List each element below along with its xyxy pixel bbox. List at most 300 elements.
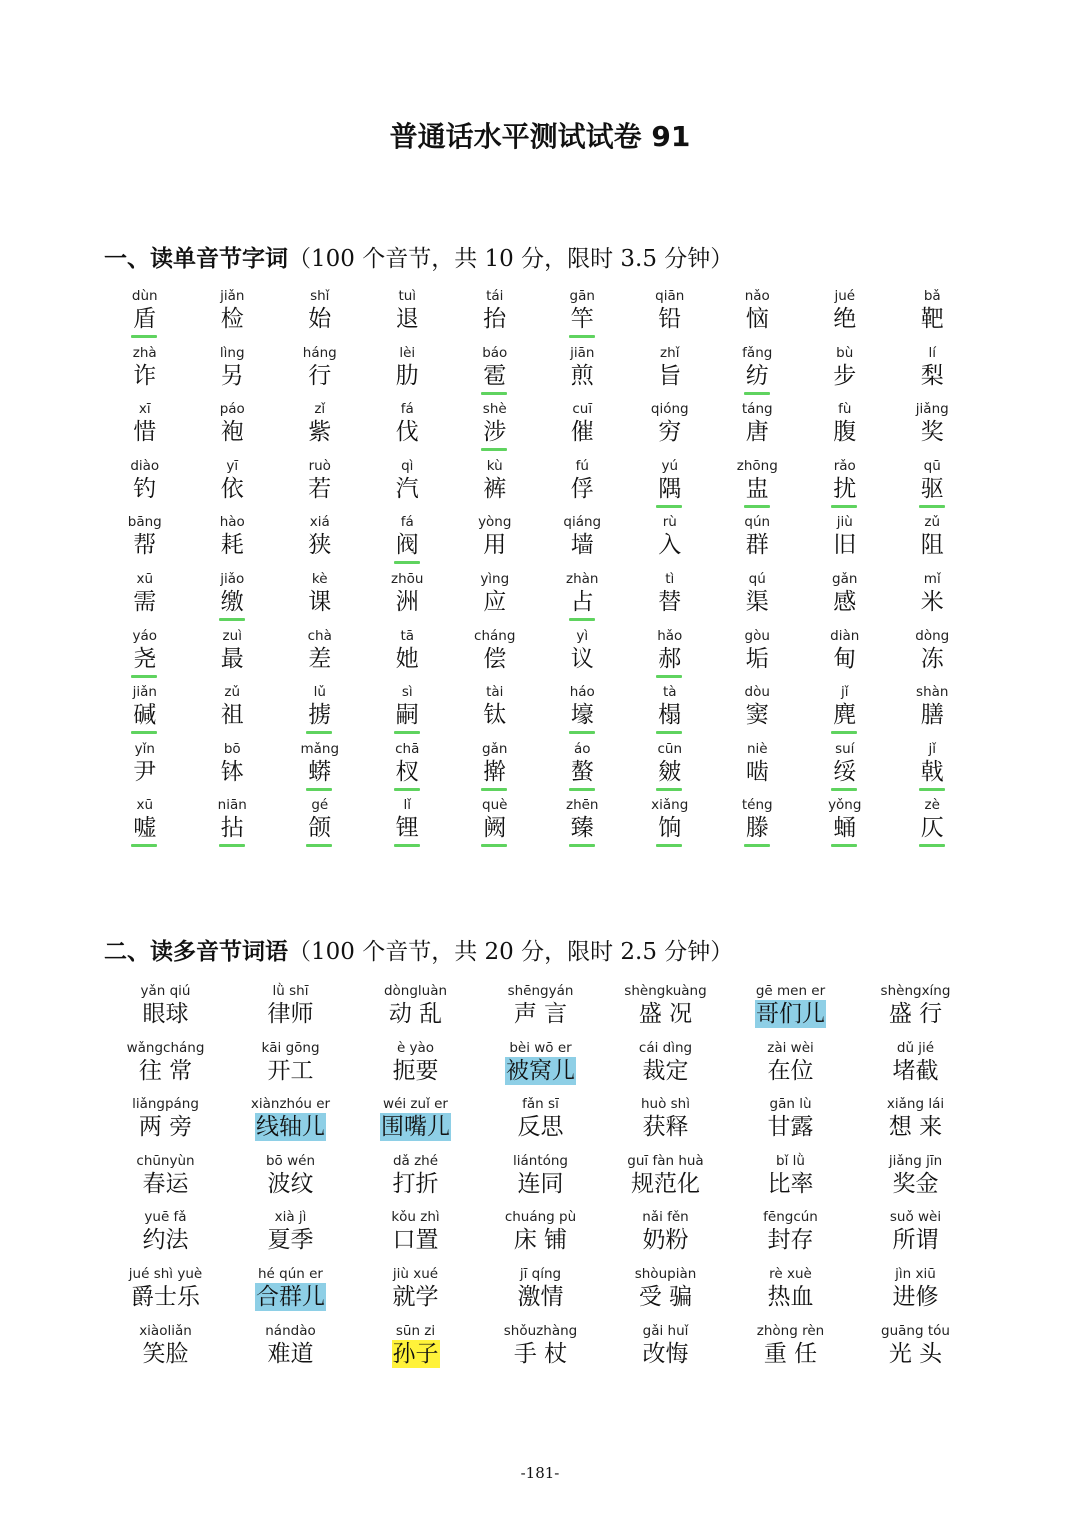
pinyin: zǔ: [224, 684, 241, 701]
word: 打折: [392, 1170, 439, 1197]
word-cell: [101, 514, 189, 571]
pinyin: tuì: [398, 288, 417, 304]
word-cell: [853, 1039, 978, 1096]
character: 蟒: [308, 758, 332, 785]
pinyin: jiù xué: [392, 1265, 439, 1282]
word-cell: [714, 571, 802, 628]
pinyin: wǎngcháng: [126, 1039, 205, 1056]
pinyin: zǔ: [924, 514, 941, 531]
character: 阻: [920, 532, 944, 559]
character: 退: [395, 306, 419, 332]
green-underline: [394, 844, 420, 847]
pinyin: gē men er: [755, 983, 826, 999]
pinyin: yǐn: [134, 740, 155, 757]
character: 螯: [570, 758, 594, 785]
green-underline: [394, 788, 420, 791]
pinyin: lǐ: [403, 797, 411, 814]
pinyin: lèi: [399, 344, 416, 361]
character: 驱: [920, 475, 944, 502]
pinyin: xiànzhóu er: [250, 1096, 331, 1113]
pinyin: qiáng: [563, 514, 602, 531]
character: 涉: [483, 419, 507, 446]
pinyin: shè: [482, 401, 507, 418]
pinyin: jìn xiū: [895, 1265, 936, 1282]
word-cell: [101, 684, 189, 741]
word-cell: [101, 797, 189, 854]
pinyin: sūn zi: [395, 1322, 436, 1339]
word-cell: [364, 401, 452, 458]
word-cell: [189, 628, 277, 685]
character: 擀: [483, 758, 507, 785]
pinyin: qún: [744, 514, 771, 531]
pinyin: yǎn qiú: [140, 983, 191, 999]
character: 雹: [483, 362, 507, 389]
character: 汽: [395, 475, 419, 502]
green-underline: [394, 731, 420, 734]
word: 反思: [517, 1114, 564, 1141]
word-cell: [889, 571, 977, 628]
green-underline: [831, 505, 857, 508]
pinyin: lǔ: [313, 684, 326, 701]
word-cell: [728, 1265, 853, 1322]
pinyin: tái: [486, 288, 504, 304]
pinyin: jiǎo: [220, 570, 245, 587]
character: 旨: [658, 362, 682, 389]
word-cell: [801, 571, 889, 628]
word-cell: [626, 628, 714, 685]
pinyin: què: [482, 797, 508, 814]
character: 嗣: [395, 702, 419, 729]
section1-note: （100 个音节，共 10 分，限时 3.5 分钟）: [288, 246, 734, 272]
pinyin: dǎ zhé: [392, 1152, 439, 1169]
pinyin: bō wén: [265, 1152, 316, 1169]
word: 波纹: [267, 1170, 314, 1197]
character: 依: [220, 475, 244, 502]
pinyin: bǐ lǜ: [776, 1152, 805, 1169]
pinyin: fēngcún: [763, 1209, 818, 1226]
pinyin: yī: [226, 457, 239, 474]
pinyin: guī fàn huà: [627, 1152, 704, 1169]
word-cell: [603, 1322, 728, 1379]
word-cell: [603, 1208, 728, 1265]
word-cell: [451, 628, 539, 685]
word: 两 旁: [138, 1114, 193, 1141]
word-cell: [451, 458, 539, 515]
pinyin: mǎng: [300, 740, 340, 757]
pinyin: bù: [836, 344, 854, 361]
pinyin: gòu: [744, 627, 770, 644]
green-underline: [569, 731, 595, 734]
word-cell: [539, 571, 627, 628]
pinyin: téng: [741, 797, 773, 814]
green-underline: [919, 788, 945, 791]
character: 臻: [570, 815, 594, 842]
pinyin: zhōng: [736, 457, 778, 474]
word-cell: [451, 571, 539, 628]
green-underline: [744, 505, 770, 508]
character: 麂: [833, 702, 857, 729]
word-cell: [101, 458, 189, 515]
highlighted-word: 哥们儿: [756, 1001, 825, 1027]
word-cell: [101, 345, 189, 402]
word-cell: [189, 458, 277, 515]
pinyin: lí: [928, 344, 936, 361]
word-cell: [728, 1095, 853, 1152]
pinyin: zhàn: [566, 570, 599, 587]
character: 靶: [920, 306, 944, 332]
word: 声 言: [513, 1001, 568, 1027]
word-cell: [714, 628, 802, 685]
word-cell: [228, 1039, 353, 1096]
word-cell: [478, 1208, 603, 1265]
word-cell: [228, 982, 353, 1039]
character: 用: [483, 532, 507, 559]
character: 墙: [570, 532, 594, 559]
character: 另: [220, 362, 244, 389]
pinyin: gǎn: [832, 570, 858, 587]
word-cell: [801, 514, 889, 571]
word-cell: [228, 1095, 353, 1152]
character: 阙: [483, 815, 507, 842]
character: 紫: [308, 419, 332, 446]
character: 颌: [308, 815, 332, 842]
pinyin: liántóng: [512, 1152, 568, 1169]
character: 尧: [133, 645, 157, 672]
character: 穷: [658, 419, 682, 446]
character: 替: [658, 588, 682, 615]
green-underline: [744, 392, 770, 395]
pinyin: páo: [219, 401, 245, 418]
character: 钛: [483, 702, 507, 729]
pinyin: niān: [217, 797, 247, 814]
word-cell: [353, 1322, 478, 1379]
word: 奖金: [892, 1170, 939, 1197]
section2-note: （100 个音节，共 20 分，限时 2.5 分钟）: [288, 939, 734, 965]
pinyin: háo: [569, 684, 595, 701]
green-underline: [481, 448, 507, 451]
pinyin: háng: [302, 344, 337, 361]
pinyin: shǐ: [310, 288, 330, 304]
pinyin: rè xuè: [769, 1265, 812, 1282]
word-cell: [364, 628, 452, 685]
pinyin: táng: [741, 401, 773, 418]
pinyin: zè: [924, 797, 940, 814]
word: 想 来: [888, 1114, 943, 1141]
character: 应: [483, 588, 507, 615]
pinyin: rǎo: [833, 457, 856, 474]
word: 笑脸: [142, 1340, 189, 1367]
word-cell: [889, 401, 977, 458]
word-cell: [364, 514, 452, 571]
word: 春运: [142, 1170, 189, 1197]
pinyin: liǎngpáng: [132, 1096, 199, 1113]
word-cell: [276, 797, 364, 854]
word-cell: [364, 741, 452, 798]
word-cell: [189, 288, 277, 345]
character: 奖: [920, 419, 944, 446]
character: 饷: [658, 815, 682, 842]
green-underline: [656, 505, 682, 508]
highlighted-word: 线轴儿: [256, 1114, 325, 1141]
section1-title: 一、读单音节字词: [104, 246, 288, 272]
word-cell: [451, 797, 539, 854]
word-cell: [103, 1265, 228, 1322]
word-cell: [276, 741, 364, 798]
character: 若: [308, 475, 332, 502]
character: 催: [570, 419, 594, 446]
pinyin: xiǎng lái: [886, 1096, 945, 1113]
word-cell: [189, 401, 277, 458]
pinyin: niè: [746, 740, 768, 757]
green-underline: [306, 844, 332, 847]
character: 戟: [920, 758, 944, 785]
word-cell: [189, 684, 277, 741]
character: 祖: [220, 702, 244, 729]
pinyin: tài: [486, 684, 504, 701]
character: 议: [570, 645, 594, 672]
character: 杈: [395, 758, 419, 785]
pinyin: áo: [573, 740, 591, 757]
character: 行: [308, 362, 332, 389]
word-cell: [276, 514, 364, 571]
word: 夏季: [267, 1227, 314, 1254]
character: 伐: [395, 419, 419, 446]
pinyin: shèngkuàng: [624, 983, 707, 999]
word-cell: [626, 345, 714, 402]
word-cell: [626, 797, 714, 854]
pinyin: xiá: [309, 514, 330, 531]
word-cell: [103, 1095, 228, 1152]
pinyin: zuì: [222, 627, 242, 644]
word-cell: [626, 288, 714, 345]
word: 难道: [267, 1340, 314, 1367]
pinyin: dǔ jié: [896, 1039, 935, 1056]
word-cell: [801, 345, 889, 402]
word-cell: [714, 684, 802, 741]
pinyin: qì: [401, 457, 414, 474]
word-cell: [539, 401, 627, 458]
pinyin: hào: [219, 514, 245, 531]
character: 恼: [745, 306, 769, 332]
word-cell: [714, 288, 802, 345]
word-cell: [889, 288, 977, 345]
pinyin: shēngyán: [507, 983, 574, 999]
word-cell: [364, 288, 452, 345]
word-cell: [353, 1095, 478, 1152]
word-cell: [478, 1152, 603, 1209]
character: 步: [833, 362, 857, 389]
word: 在位: [767, 1057, 814, 1084]
word-cell: [364, 458, 452, 515]
word-cell: [353, 1265, 478, 1322]
word-cell: [889, 345, 977, 402]
character: 盾: [133, 306, 157, 332]
word: 受 骗: [638, 1283, 693, 1310]
pinyin: shǒuzhàng: [503, 1322, 578, 1339]
pinyin: tā: [400, 627, 415, 644]
character: 差: [308, 645, 332, 672]
pinyin: jǐ: [928, 740, 936, 757]
word-cell: [353, 1208, 478, 1265]
character: 群: [745, 532, 769, 559]
pinyin: zhēn: [565, 797, 599, 814]
character: 郝: [658, 645, 682, 672]
pinyin: zài wèi: [767, 1039, 814, 1056]
pinyin: jiǎn: [132, 684, 157, 701]
character: 窦: [745, 702, 769, 729]
pinyin: fá: [400, 514, 414, 531]
highlighted-word: 合群儿: [256, 1283, 325, 1310]
character: 绥: [833, 758, 857, 785]
word: 眼球: [142, 1001, 189, 1027]
word-cell: [228, 1322, 353, 1379]
word-cell: [364, 345, 452, 402]
pinyin: shàn: [916, 684, 949, 701]
character: 最: [220, 645, 244, 672]
character: 钵: [220, 758, 244, 785]
pinyin: jiǎng: [915, 401, 949, 418]
green-underline: [219, 618, 245, 621]
word-cell: [853, 1095, 978, 1152]
character: 嘘: [133, 815, 157, 842]
green-underline: [131, 335, 157, 338]
word-cell: [889, 741, 977, 798]
pinyin: chā: [395, 740, 420, 757]
green-underline: [131, 844, 157, 847]
pinyin: fá: [400, 401, 414, 418]
word: 裁定: [642, 1057, 689, 1084]
green-underline: [131, 675, 157, 678]
pinyin: dùn: [131, 288, 158, 304]
pinyin: suǒ wèi: [889, 1209, 942, 1226]
highlighted-word: 被窝儿: [506, 1057, 575, 1084]
green-underline: [481, 844, 507, 847]
word-cell: [853, 1208, 978, 1265]
character: 壕: [570, 702, 594, 729]
word: 扼要: [392, 1057, 439, 1084]
pinyin: hǎo: [657, 627, 683, 644]
pinyin: jiù: [836, 514, 853, 531]
highlighted-word: 孙子: [392, 1340, 439, 1367]
pinyin: bāng: [127, 514, 162, 531]
character: 梨: [920, 362, 944, 389]
pinyin: kè: [311, 570, 328, 587]
word-cell: [801, 741, 889, 798]
character: 占: [570, 588, 594, 615]
word-cell: [103, 982, 228, 1039]
character: 竿: [570, 306, 594, 332]
word: 堵截: [892, 1057, 939, 1084]
pinyin: xiàoliǎn: [139, 1322, 192, 1339]
green-underline: [569, 618, 595, 621]
pinyin: mǐ: [923, 570, 941, 587]
word: 所谓: [892, 1227, 939, 1254]
pinyin: jué shì yuè: [128, 1265, 203, 1282]
green-underline: [656, 675, 682, 678]
word-cell: [603, 1039, 728, 1096]
word: 甘露: [767, 1114, 814, 1141]
word-cell: [603, 1095, 728, 1152]
word-cell: [801, 458, 889, 515]
character: 检: [220, 306, 244, 332]
green-underline: [569, 788, 595, 791]
word-cell: [539, 628, 627, 685]
word: 改悔: [642, 1340, 689, 1367]
word-cell: [539, 514, 627, 571]
word-cell: [451, 401, 539, 458]
word-cell: [626, 458, 714, 515]
pinyin: diào: [130, 457, 160, 474]
word-cell: [714, 514, 802, 571]
word-cell: [728, 1152, 853, 1209]
word-cell: [451, 288, 539, 345]
pinyin: bǎ: [923, 288, 941, 304]
character: 课: [308, 588, 332, 615]
pinyin: hé qún er: [258, 1265, 323, 1282]
pinyin: chūnyùn: [136, 1152, 195, 1169]
pinyin: jiǎn: [220, 288, 245, 304]
character: 锂: [395, 815, 419, 842]
pinyin: zhòng rèn: [756, 1322, 825, 1339]
character: 唐: [745, 419, 769, 446]
word-cell: [728, 1322, 853, 1379]
pinyin: dòngluàn: [383, 983, 448, 999]
pinyin: yuē fǎ: [144, 1209, 187, 1226]
word-cell: [228, 1208, 353, 1265]
page-title: 普通话水平测试试卷 91: [389, 120, 691, 153]
green-underline: [831, 731, 857, 734]
word-cell: [451, 514, 539, 571]
word-cell: [801, 288, 889, 345]
character: 煎: [570, 362, 594, 389]
word-cell: [889, 458, 977, 515]
pinyin: xiǎng: [651, 797, 689, 814]
single-syllable-grid: [101, 288, 976, 854]
pinyin: tì: [665, 570, 675, 587]
character: 抬: [483, 306, 507, 332]
pinyin: xià jì: [274, 1209, 307, 1226]
green-underline: [831, 788, 857, 791]
word-cell: [801, 401, 889, 458]
word-cell: [364, 684, 452, 741]
green-underline: [569, 335, 595, 338]
pinyin: gān: [569, 288, 595, 304]
character: 蛹: [833, 815, 857, 842]
pinyin: jī qíng: [519, 1265, 562, 1282]
word-cell: [101, 288, 189, 345]
word: 热血: [767, 1283, 814, 1310]
pinyin: suí: [835, 740, 855, 757]
word-cell: [889, 684, 977, 741]
character: 入: [658, 532, 682, 559]
pinyin: kù: [486, 457, 503, 474]
word-cell: [539, 288, 627, 345]
character: 拈: [220, 815, 244, 842]
green-underline: [656, 844, 682, 847]
pinyin: yì: [576, 627, 589, 644]
character: 裤: [483, 475, 507, 502]
pinyin: qióng: [650, 401, 689, 418]
highlighted-word: 围嘴儿: [381, 1114, 450, 1141]
word-cell: [539, 345, 627, 402]
word-cell: [603, 982, 728, 1039]
word: 床 铺: [513, 1227, 568, 1254]
character: 钓: [133, 475, 157, 502]
green-underline: [481, 392, 507, 395]
word-cell: [103, 1322, 228, 1379]
pinyin: qū: [923, 457, 941, 474]
pinyin: zhà: [132, 344, 157, 361]
